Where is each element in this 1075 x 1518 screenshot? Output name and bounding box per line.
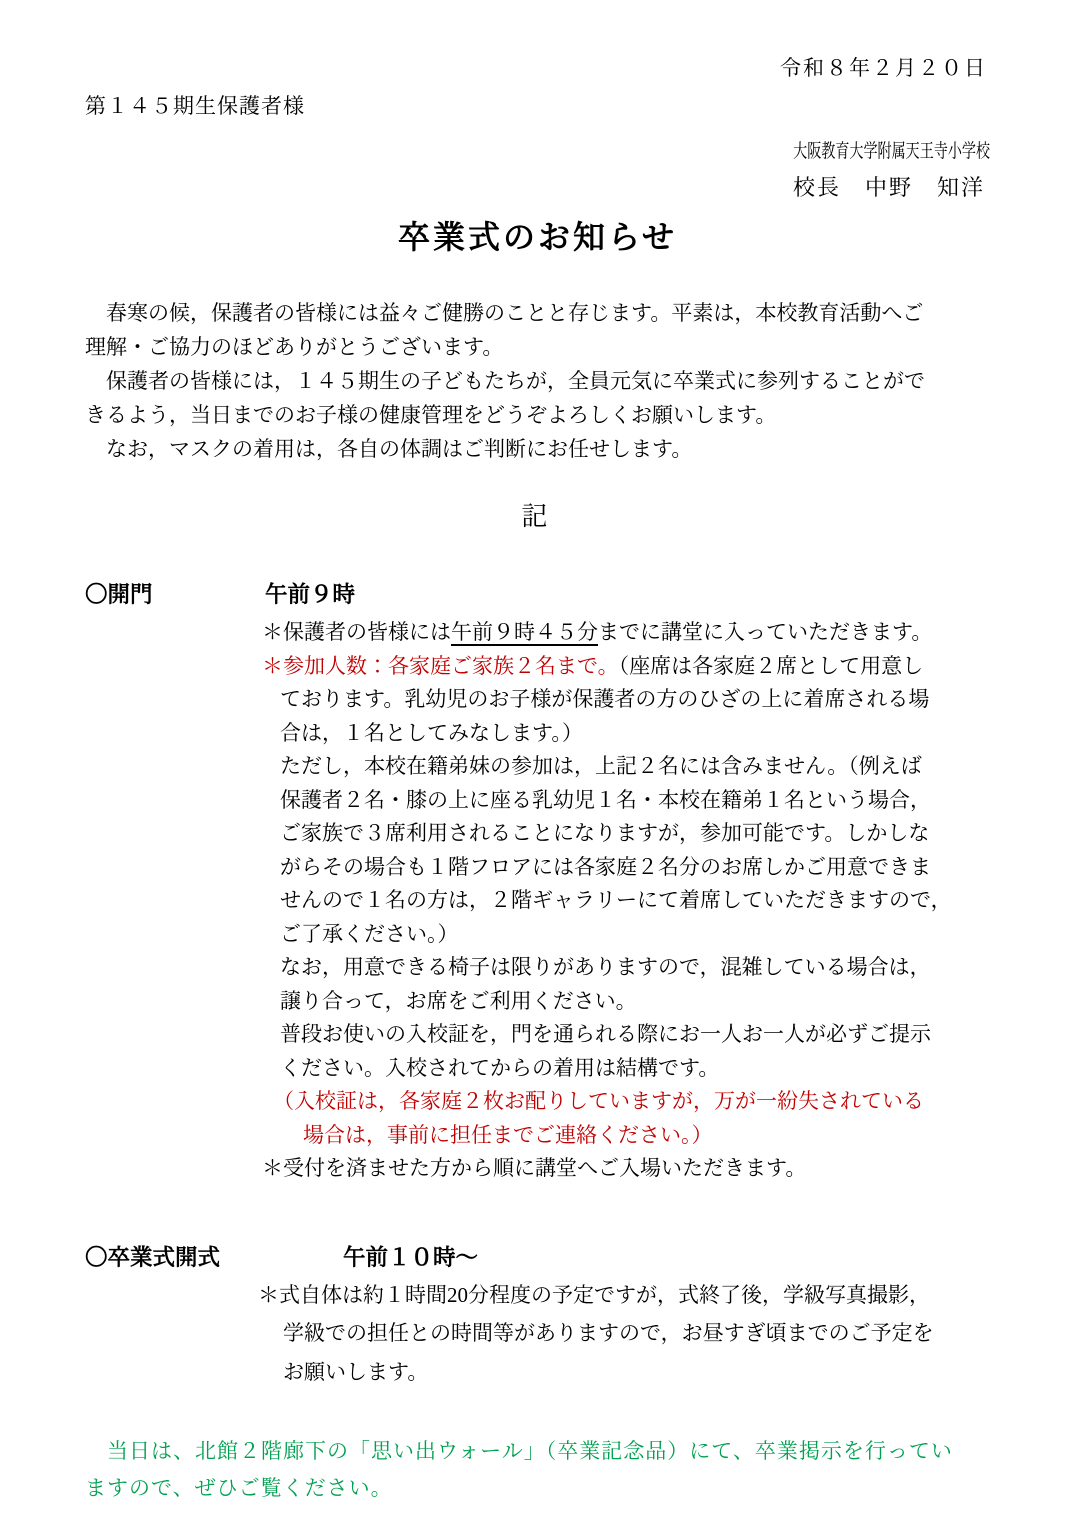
- school-name-line: [0, 136, 990, 163]
- memory-wall-line: ますので、ぜひご覧ください。: [85, 1477, 393, 1500]
- kaimon-cont-line: ただし，本校在籍弟妹の参加は，上記２名には含みません。（例えば: [280, 754, 922, 778]
- kaimon-cont-line: ご家族で３席利用されることになりますが，参加可能です。しかしな: [280, 821, 930, 845]
- document-title: 卒業式のお知らせ: [397, 219, 678, 255]
- greeting-line: なお，マスクの着用は，各自の体調はご判断にお任せします。: [85, 437, 693, 461]
- greeting-line: 春寒の候，保護者の皆様には益々ご健勝のことと存じます。平素は，本校教育活動へご: [85, 301, 924, 325]
- principal-name: 校長 中野 知洋: [792, 175, 985, 200]
- underlined-time: 午前９時４５分: [451, 620, 598, 644]
- kaimon-cont-line: なお，用意できる椅子は限りがありますので，混雑している場合は，: [280, 955, 931, 979]
- kaishiki-details: [258, 1276, 1075, 1392]
- kaimon-cont-line: ております。乳幼児のお子様が保護者の方のひざの上に着席される場: [280, 687, 930, 711]
- kaimon-cont-line: ください。入校されてからの着用は結構です。: [280, 1055, 720, 1080]
- greeting-line: 理解・ご協力のほどありがとうございます。: [85, 335, 504, 359]
- kaimon-item-reception: ＊受付を済ませた方から順に講堂へご入場いただきます。: [262, 1156, 807, 1180]
- attendance-limit-red: ＊参加人数：各家庭ご家族２名まで。: [262, 653, 619, 678]
- ki-heading: 記: [521, 502, 554, 531]
- memory-wall-note: [85, 1433, 995, 1507]
- kaimon-item-attendance: ＊参加人数：各家庭ご家族２名まで。（座席は各家庭２席として用意し: [262, 653, 924, 678]
- school-name: 大阪教育大学附属天王寺小学校: [793, 141, 990, 162]
- kaimon-cont-line: がらその場合も１階フロアには各家庭２名分のお席しかご用意できま: [280, 854, 931, 879]
- section-heading-kaishiki: [85, 1240, 1075, 1272]
- issue-date: 令和８年２月２０日: [780, 56, 987, 80]
- greeting-line: 保護者の皆様には，１４５期生の子どもたちが，全員元気に卒業式に参列することがで: [85, 369, 925, 393]
- kaishiki-label: 〇卒業式開式: [85, 1244, 221, 1270]
- greeting-paragraphs: [85, 296, 995, 466]
- kaimon-cont-line: 普段お使いの入校証を，門を通られる際にお一人お一人が必ずご提示: [280, 1022, 931, 1046]
- kaishiki-time: 午前１０時～: [343, 1244, 479, 1270]
- kaimon-details: [262, 616, 1075, 1186]
- kaimon-item-entry-time: ＊保護者の皆様には午前９時４５分までに講堂に入っていただきます。: [262, 620, 933, 644]
- entry-pass-note-red: 場合は，事前に担任までご連絡ください。）: [303, 1122, 713, 1147]
- kaimon-cont-line: 保護者２名・膝の上に座る乳幼児１名・本校在籍弟１名という場合，: [280, 787, 931, 812]
- entry-pass-note-red: （入校証は，各家庭２枚お配りしていますが，万が一紛失されている: [273, 1089, 924, 1113]
- kaimon-cont-line: ご了承ください。）: [280, 921, 459, 946]
- kaimon-cont-line: 合は，１名としてみなします。）: [280, 720, 583, 745]
- kaimon-cont-line: せんので１名の方は，２階ギャラリーにて着席していただきますので，: [280, 888, 952, 912]
- memory-wall-line: 当日は、北館２階廊下の「思い出ウォール」（卒業記念品）にて、卒業掲示を行ってい: [85, 1440, 953, 1463]
- kaishiki-line: 学級での担任との時間等がありますので，お昼すぎ頃までのご予定を: [283, 1321, 934, 1345]
- kaishiki-line: ＊式自体は約１時間20分程度の予定ですが，式終了後，学級写真撮影，: [258, 1282, 930, 1307]
- addressee: 第１４５期生保護者様: [85, 94, 305, 118]
- section-heading-kaimon: [85, 577, 1075, 609]
- greeting-line: きるよう，当日までのお子様の健康管理をどうぞよろしくお願いします。: [85, 403, 777, 427]
- kaimon-time: 午前９時: [265, 582, 356, 607]
- kaimon-label: 〇開門: [85, 582, 153, 607]
- kaishiki-line: お願いします。: [283, 1359, 429, 1384]
- kaimon-cont-line: 譲り合って，お席をご利用ください。: [280, 988, 637, 1013]
